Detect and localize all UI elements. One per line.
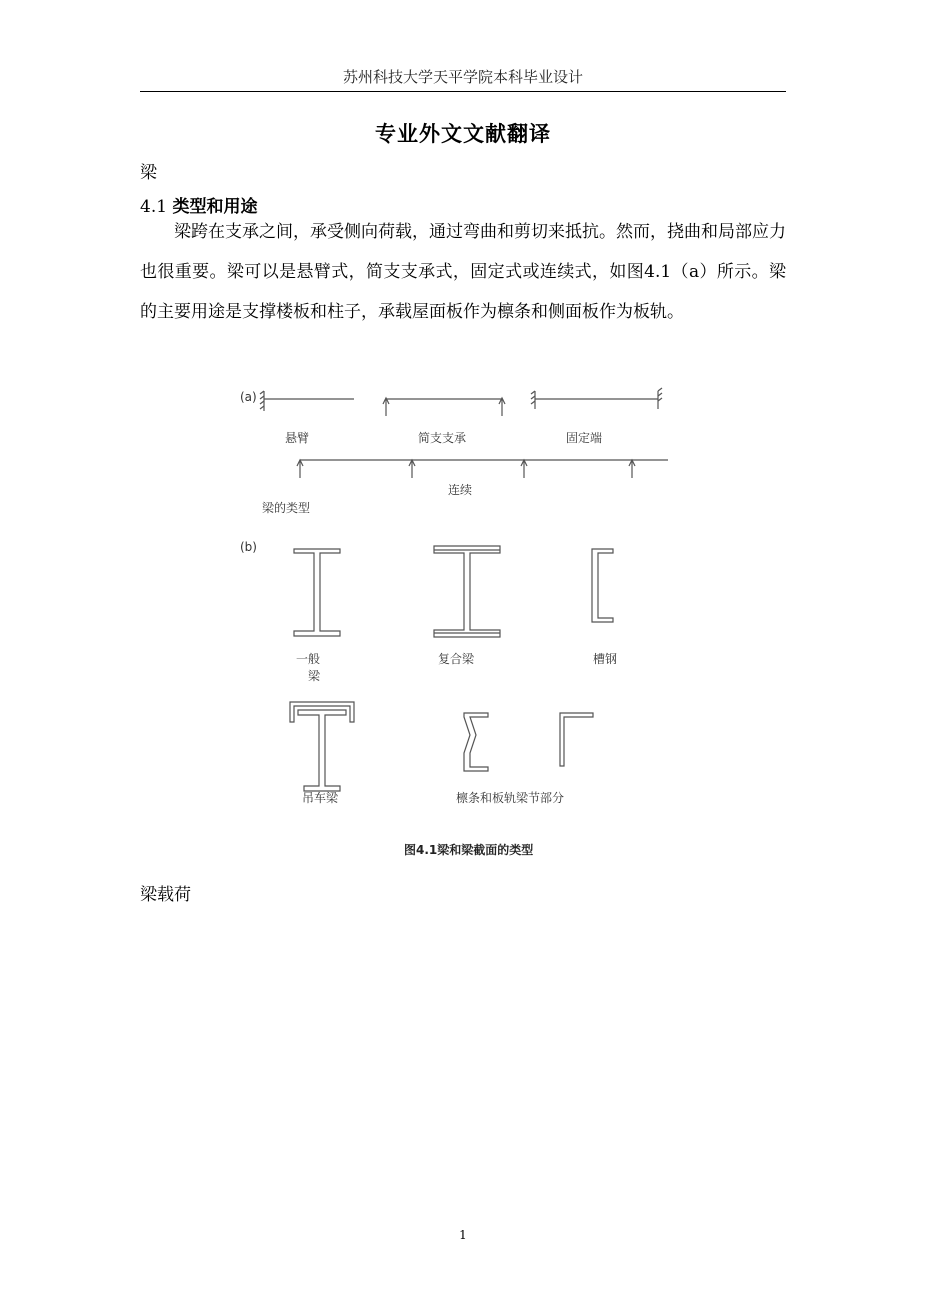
- section-title: 类型和用途: [172, 197, 258, 217]
- crane-cap: [290, 702, 354, 722]
- page-header: 苏州科技大学天平学院本科毕业设计: [342, 68, 583, 86]
- part-a-label: (a): [240, 390, 257, 404]
- label-general-1: 一般: [296, 652, 321, 666]
- crane-beam-section: [298, 710, 346, 791]
- label-purlin: 檩条和板轨梁节部分: [456, 791, 565, 805]
- header-rule: [140, 91, 786, 92]
- angle-section: [560, 713, 593, 766]
- body-paragraph: 梁跨在支承之间，承受侧向荷载，通过弯曲和剪切来抵抗。然而，挠曲和局部应力也很重要。梁可以是悬臂式，简支支承式，固定式或连续式，如图4.1（a）所示。梁的主要用途是支撑楼板和柱子，承载屋面板作为檩条和侧面板作为板轨。: [140, 222, 786, 322]
- label-compound: 复合梁: [438, 652, 475, 666]
- section-number: 4.1: [140, 197, 168, 217]
- label-channel: 槽钢: [593, 652, 618, 666]
- label-cantilever: 悬臂: [285, 431, 310, 445]
- figure-drawing: [230, 380, 680, 860]
- i-beam-section: [294, 549, 340, 636]
- subheading-beam-loads: 梁载荷: [140, 885, 191, 905]
- label-simple: 简支支承: [418, 431, 467, 445]
- label-continuous: 连续: [448, 483, 473, 497]
- label-beam-types: 梁的类型: [262, 501, 311, 515]
- part-b-label: (b): [240, 540, 257, 554]
- page-number: 1: [459, 1228, 467, 1242]
- chapter-heading: 梁: [140, 163, 157, 183]
- label-crane: 吊车梁: [302, 791, 339, 805]
- compound-beam-section: [434, 546, 500, 637]
- figure-caption: 图4.1梁和梁截面的类型: [404, 843, 534, 857]
- label-general-2: 梁: [308, 669, 321, 683]
- document-title: 专业外文文献翻译: [375, 121, 551, 146]
- channel-section: [592, 549, 613, 622]
- purlin-section: [464, 713, 488, 771]
- label-fixed: 固定端: [566, 431, 603, 445]
- figure-4-1: [230, 380, 680, 860]
